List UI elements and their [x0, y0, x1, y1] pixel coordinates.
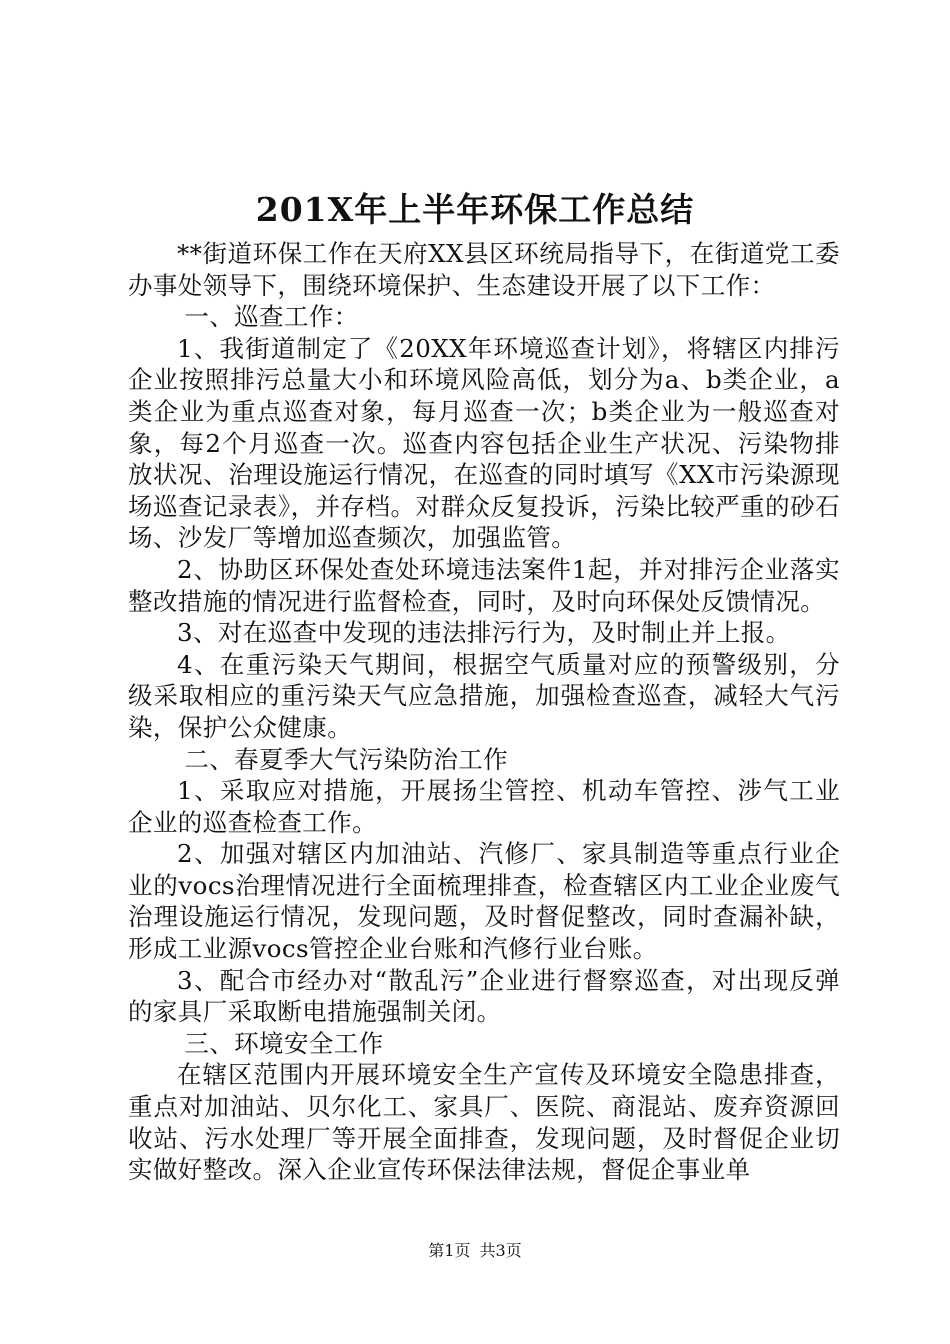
paragraph-air-3: 3、配合市经办对“散乱污”企业进行督察巡查，对出现反弹的家具厂采取断电措施强制关闭。 [128, 965, 840, 1027]
section-heading-safety: 三、环境安全工作 [184, 1028, 384, 1058]
paragraph-intro: **街道环保工作在天府XX县区环统局指导下，在街道党工委办事处领导下，围绕环境保护、生态建设开展了以下工作： [128, 239, 840, 300]
section-heading-patrol: 一、巡查工作： [184, 302, 359, 332]
document-body [128, 238, 840, 1186]
paragraph-patrol-4: 4、在重污染天气期间，根据空气质量对应的预警级别，分级采取相应的重污染天气应急措施，加强检查巡查，减轻大气污染，保护公众健康。 [128, 649, 840, 742]
page-number: 第1页 [428, 1241, 471, 1260]
document-title: 201X年上半年环保工作总结 [255, 190, 695, 229]
section-heading-air-pollution: 二、春夏季大气污染防治工作 [184, 744, 509, 774]
paragraph-air-2: 2、加强对辖区内加油站、汽修厂、家具制造等重点行业企业的vocs治理情况进行全面梳理排查，检查辖区内工业企业废气治理设施运行情况，发现问题，及时督促整改，同时查漏补缺，形成工业源vocs管控企业台账和汽修行业台账。 [128, 839, 840, 964]
page-total: 共3页 [479, 1241, 522, 1260]
paragraph-safety-1: 在辖区范围内开展环境安全生产宣传及环境安全隐患排查，重点对加油站、贝尔化工、家具厂、医院、商混站、废弃资源回收站、污水处理厂等开展全面排查，发现问题，及时督促企业切实做好整改。深入企业宣传环保法律法规，督促企事业单 [128, 1060, 840, 1185]
paragraph-patrol-1: 1、我街道制定了《20XX年环境巡查计划》，将辖区内排污企业按照排污总量大小和环境风险高低，划分为a、b类企业，a类企业为重点巡查对象，每月巡查一次；b类企业为一般巡查对象，每2个月巡查一次。巡查内容包括企业生产状况、污染物排放状况、治理设施运行情况，在巡查的同时填写《XX市污染源现场巡查记录表》，并存档。对群众反复投诉，污染比较严重的砂石场、沙发厂等增加巡查频次，加强监管。 [128, 333, 840, 553]
paragraph-patrol-3: 3、对在巡查中发现的违法排污行为，及时制止并上报。 [177, 618, 791, 648]
page-footer [0, 1240, 950, 1262]
paragraph-air-1: 1、采取应对措施，开展扬尘管控、机动车管控、涉气工业企业的巡查检查工作。 [128, 776, 840, 837]
paragraph-patrol-2: 2、协助区环保处查处环境违法案件1起，并对排污企业落实整改措施的情况进行监督检查，同时，及时向环保处反馈情况。 [128, 554, 840, 616]
